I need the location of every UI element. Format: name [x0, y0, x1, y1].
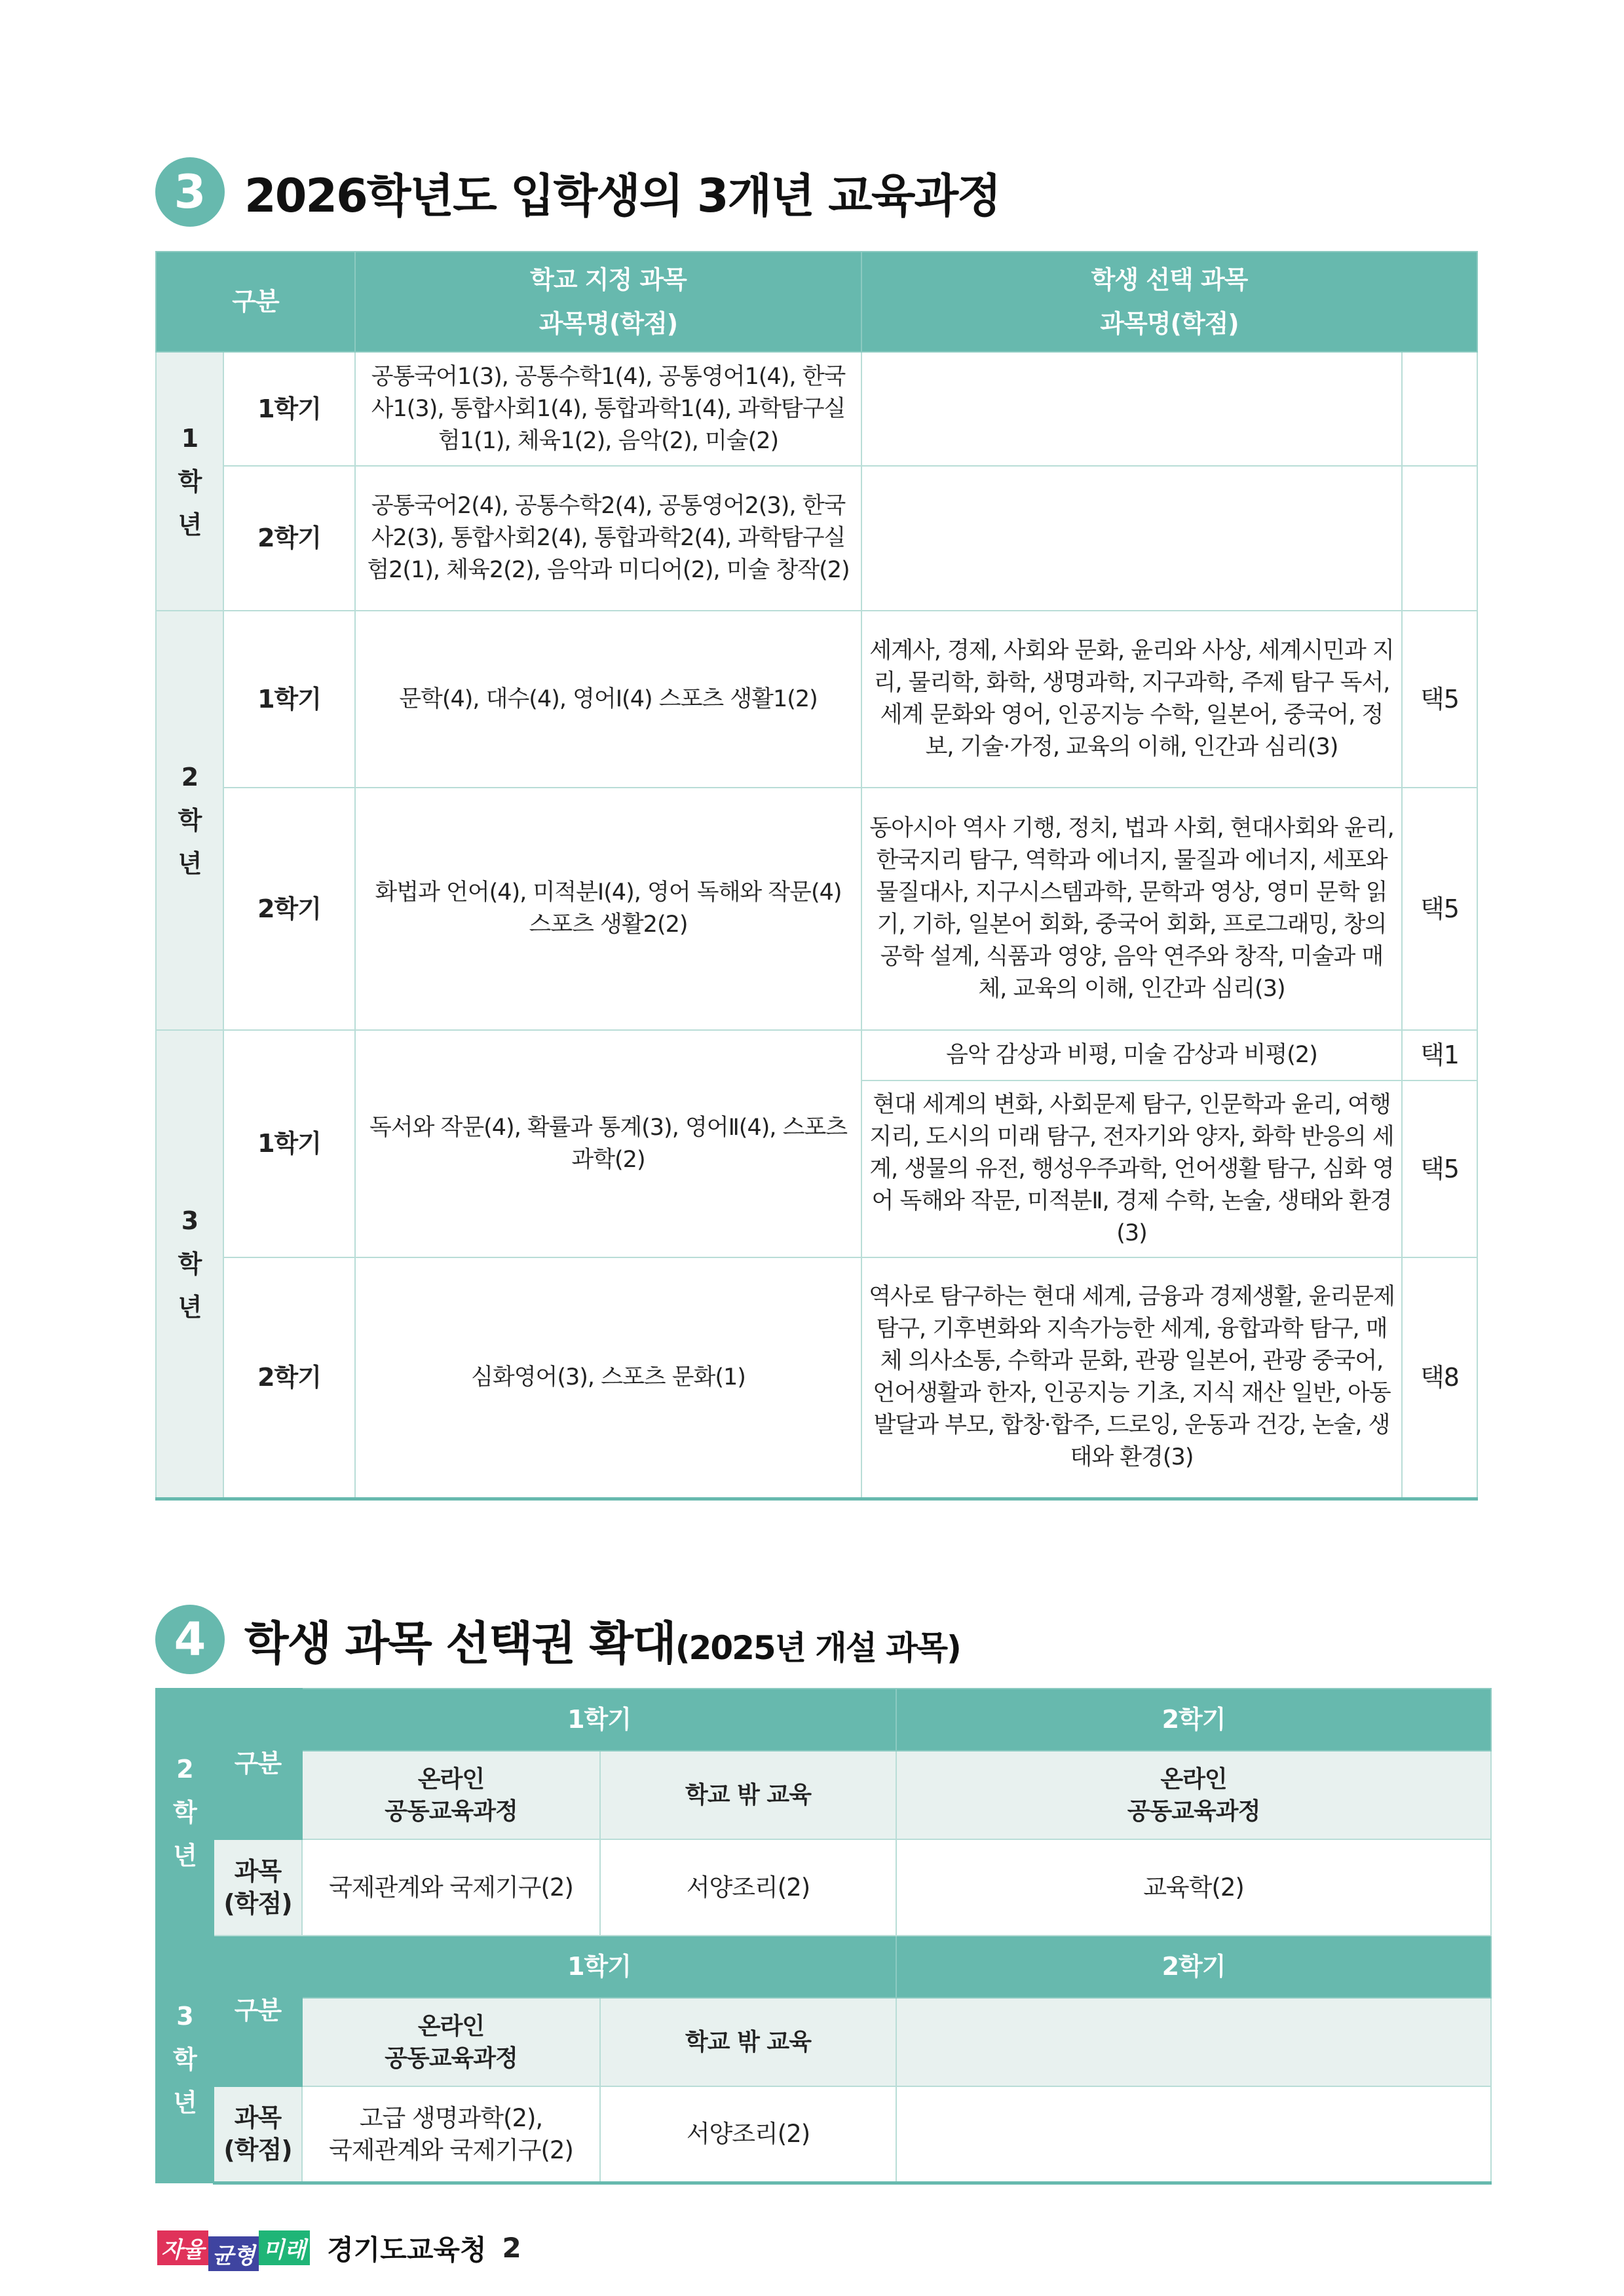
school-subjects: 화법과 언어(4), 미적분Ⅰ(4), 영어 독해와 작문(4) 스포츠 생활2(2): [355, 788, 861, 1030]
choice-count: [1402, 352, 1477, 466]
semester-label: 1학기: [223, 611, 355, 788]
type-row: [156, 1998, 1491, 2086]
semester-label: 1학기: [223, 352, 355, 466]
header-line: 과목명(학점): [538, 309, 678, 338]
footer: [157, 2225, 521, 2271]
semester-label: 1학기: [223, 1030, 355, 1257]
section-number-badge: 3: [155, 157, 225, 227]
choice-subjects: [861, 466, 1402, 611]
type-line: 온라인: [417, 2012, 485, 2040]
grade-char: 년: [173, 2088, 197, 2117]
choice-count: [1402, 466, 1477, 611]
logo-part: 자율: [157, 2230, 208, 2265]
grade-char: 학: [173, 2044, 197, 2074]
grade-char: 학: [178, 467, 202, 496]
org-name: 경기도교육청: [327, 2233, 487, 2266]
school-subjects: 문학(4), 대수(4), 영어Ⅰ(4) 스포츠 생활1(2): [355, 611, 861, 788]
semester-label: 2학기: [223, 466, 355, 611]
semester-label: 2학기: [223, 1257, 355, 1499]
type-outside-school: 학교 밖 교육: [600, 1998, 896, 2086]
type-line: 공동교육과정: [385, 2044, 518, 2072]
title-suffix: (2025년 개설 과목): [675, 1628, 960, 1667]
outside-subjects: 서양조리(2): [600, 1839, 896, 1936]
choice-subjects: 동아시아 역사 기행, 정치, 법과 사회, 현대사회와 윤리, 한국지리 탐구, 역학과 에너지, 물질과 에너지, 세포와 물질대사, 지구시스템과학, 문학과 영상, 영미 문학 읽기, 기하, 일본어 회화, 중국어 회화, 프로그래밍, 창의공학 설계, 식품과 영양, 음악 연주와 창작, 미술과 매체, 교육의 이해, 인간과 심리(3): [861, 788, 1402, 1030]
type-line: 공동교육과정: [385, 1797, 518, 1825]
table-row: [156, 1257, 1477, 1499]
choice-count: 택8: [1402, 1257, 1477, 1499]
subject-row: [156, 2086, 1491, 2183]
semester1-header: 1학기: [302, 1689, 896, 1751]
choice-subjects: [861, 352, 1402, 466]
grade-char: 년: [173, 1841, 197, 1870]
grade-char: 학: [178, 806, 202, 835]
section3-heading: [155, 157, 1000, 227]
grade-label: [156, 1689, 214, 1936]
label-line: (학점): [223, 1888, 292, 1918]
choice-subjects: 음악 감상과 비평, 미술 감상과 비평(2): [861, 1030, 1402, 1081]
grade-label: [156, 352, 223, 611]
grade-char: 학: [173, 1797, 197, 1827]
choice-count: 택5: [1402, 1081, 1477, 1257]
sem2-subjects: [896, 2086, 1491, 2183]
category-label: 구분: [214, 1689, 302, 1839]
choice-count: 택5: [1402, 611, 1477, 788]
grade-label: [156, 1030, 223, 1499]
header-line: 과목명(학점): [1100, 309, 1239, 338]
school-subjects: 공통국어1(3), 공통수학1(4), 공통영어1(4), 한국사1(3), 통합사회1(4), 통합과학1(4), 과학탐구실험1(1), 체육1(2), 음악(2), 미술(2): [355, 352, 861, 466]
type-online: [302, 1998, 600, 2086]
online-subjects: [302, 1839, 600, 1936]
subject-row: [156, 1839, 1491, 1936]
label-line: 과목: [234, 2103, 282, 2132]
grade-label: [156, 611, 223, 1030]
grade-char: 2: [181, 763, 198, 792]
section-title: 2026학년도 입학생의 3개년 교육과정: [244, 168, 1000, 223]
choice-count: 택1: [1402, 1030, 1477, 1081]
header-choice-subjects: [861, 252, 1477, 352]
logo-part: 균형: [208, 2236, 259, 2271]
type-line: 온라인: [417, 1765, 485, 1793]
subject-row-label: [214, 2086, 302, 2183]
subject-line: 고급 생명과학(2),: [359, 2103, 543, 2132]
header-category: 구분: [156, 252, 355, 352]
type-online: [302, 1751, 600, 1839]
subject-line: 국제관계와 국제기구(2): [329, 2135, 573, 2164]
choice-subjects: 현대 세계의 변화, 사회문제 탐구, 인문학과 윤리, 여행지리, 도시의 미래 탐구, 전자기와 양자, 화학 반응의 세계, 생물의 유전, 행성우주과학, 언어생활 탐구, 심화 영어 독해와 작문, 미적분Ⅱ, 경제 수학, 논술, 생태와 환경(3): [861, 1081, 1402, 1257]
grade-char: 3: [176, 2001, 193, 2031]
type-online-sem2: [896, 1751, 1491, 1839]
semester-label: 2학기: [223, 788, 355, 1030]
type-online-sem2: [896, 1998, 1491, 2086]
choice-count: 택5: [1402, 788, 1477, 1030]
school-subjects: 심화영어(3), 스포츠 문화(1): [355, 1257, 861, 1499]
logo: [157, 2225, 310, 2271]
header-line: 학교 지정 과목: [530, 265, 687, 294]
type-line: 공동교육과정: [1127, 1797, 1260, 1825]
school-subjects: 독서와 작문(4), 확률과 통계(3), 영어Ⅱ(4), 스포츠 과학(2): [355, 1030, 861, 1257]
school-subjects: 공통국어2(4), 공통수학2(4), 공통영어2(3), 한국사2(3), 통합사회2(4), 통합과학2(4), 과학탐구실험2(1), 체육2(2), 음악과 미디어(2), 미술 창작(2): [355, 466, 861, 611]
choice-subjects: 세계사, 경제, 사회와 문화, 윤리와 사상, 세계시민과 지리, 물리학, 화학, 생명과학, 지구과학, 주제 탐구 독서, 세계 문화와 영어, 인공지능 수학, 일본어, 중국어, 정보, 기술·가정, 교육의 이해, 인간과 심리(3): [861, 611, 1402, 788]
section4-heading: [155, 1605, 960, 1674]
logo-part: 미래: [259, 2230, 310, 2265]
subject-row-label: [214, 1839, 302, 1936]
table-header-row: [156, 252, 1477, 352]
semester1-header: 1학기: [302, 1936, 896, 1998]
grade-char: 년: [178, 1292, 202, 1322]
type-line: 온라인: [1160, 1765, 1227, 1793]
semester-header-row: [156, 1936, 1491, 1998]
section-number-badge: 4: [155, 1605, 225, 1674]
semester2-header: 2학기: [896, 1689, 1491, 1751]
grade-char: 년: [178, 510, 202, 539]
semester-header-row: [156, 1689, 1491, 1751]
grade-char: 년: [178, 849, 202, 878]
semester2-header: 2학기: [896, 1936, 1491, 1998]
table-row: [156, 788, 1477, 1030]
subject-line: 국제관계와 국제기구(2): [329, 1873, 573, 1902]
table-row: [156, 1030, 1477, 1081]
online-subjects: [302, 2086, 600, 2183]
sem2-subjects: 교육학(2): [896, 1839, 1491, 1936]
grade-char: 2: [176, 1754, 193, 1784]
header-school-subjects: [355, 252, 861, 352]
grade-char: 1: [181, 423, 198, 453]
page-number: 2: [502, 2232, 521, 2264]
label-line: 과목: [234, 1856, 282, 1886]
header-line: 학생 선택 과목: [1091, 265, 1248, 294]
outside-subjects: 서양조리(2): [600, 2086, 896, 2183]
label-line: (학점): [223, 2135, 292, 2164]
grade-label: [156, 1936, 214, 2183]
title-main: 학생 과목 선택권 확대: [244, 1616, 675, 1670]
type-row: [156, 1751, 1491, 1839]
category-label: 구분: [214, 1936, 302, 2086]
grade-char: 3: [181, 1206, 198, 1235]
grade-char: 학: [178, 1249, 202, 1278]
table-row: [156, 611, 1477, 788]
curriculum-table: [155, 251, 1478, 1501]
choice-subjects: 역사로 탐구하는 현대 세계, 금융과 경제생활, 윤리문제 탐구, 기후변화와 지속가능한 세계, 융합과학 탐구, 매체 의사소통, 수학과 문화, 관광 일본어, 관광 중국어, 언어생활과 한자, 인공지능 기초, 지식 재산 일반, 아동발달과 부모, 합창·합주, 드로잉, 운동과 건강, 논술, 생태와 환경(3): [861, 1257, 1402, 1499]
table-row: [156, 466, 1477, 611]
type-outside-school: 학교 밖 교육: [600, 1751, 896, 1839]
table-row: [156, 352, 1477, 466]
section-title: [244, 1607, 960, 1673]
course-selection-table: [155, 1688, 1492, 2185]
